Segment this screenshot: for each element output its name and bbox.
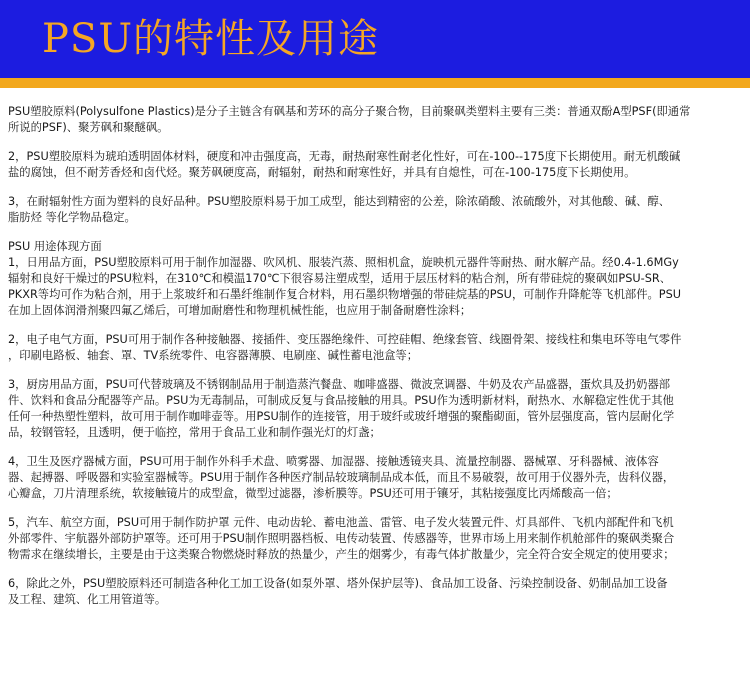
paragraph-line: PSU 用途体现方面 [8, 240, 102, 253]
paragraph-line: 2，电子电气方面，PSU可用于制作各种接触器、接插件、变压器绝缘件、可控硅帽、绝缘套管、线圈骨架、接线柱和集电环等电气零件 [8, 333, 682, 346]
paragraph-2 [8, 149, 738, 181]
paragraph-9 [8, 515, 738, 563]
paragraph-3 [8, 194, 738, 226]
paragraph-line: 1，日用品方面，PSU塑胶原料可用于制作加湿器、吹风机、服装汽蒸、照相机盒，旋映机元器件等耐热、耐水解产品。经0.4-1.6MGy [8, 256, 679, 269]
paragraph-line: 5，汽车、航空方面，PSU可用于制作防护罩 元件、电动齿轮、蓄电池盖、雷管、电子发火装置元件、灯具部件、飞机内部配件和飞机 [8, 516, 674, 529]
paragraph-line: 所说的PSF)、聚芳砜和聚醚砜。 [8, 121, 169, 134]
paragraph-line: 3，厨房用品方面，PSU可代替玻璃及不锈钢制品用于制造蒸汽餐盘、咖啡盛器、微波烹调器、牛奶及农产品盛器，蛋炊具及扔奶器部 [8, 378, 671, 391]
paragraph-line: ，印刷电路板、轴套、罩、TV系统零件、电容器薄膜、电刷座、碱性蓄电池盒等； [8, 349, 419, 362]
paragraph-line: PSU塑胶原料(Polysulfone Plastics)是分子主链含有砜基和芳环的高分子聚合物，目前聚砜类塑料主要有三类：普通双酚A型PSF(即通常 [8, 105, 691, 118]
paragraph-10 [8, 576, 738, 608]
paragraph-line: 4，卫生及医疗器械方面，PSU可用于制作外科手术盘、喷雾器、加湿器、接触透镜夹具、流量控制器、器械罩、牙科器械、液体容 [8, 455, 659, 468]
paragraph-1 [8, 104, 738, 136]
paragraph-line: 脂肪烃 等化学物品稳定。 [8, 211, 136, 224]
paragraph-line: 6，除此之外，PSU塑胶原料还可制造各种化工加工设备(如泵外罩、塔外保护层等)、食品加工设备、污染控制设备、奶制品加工设备 [8, 577, 668, 590]
paragraph-4 [8, 239, 738, 255]
paragraph-line: 物需求在继续增长，主要是由于这类聚合物燃烧时释放的热量少，产生的烟雾少，有毒气体扩散量少，完全符合安全规定的使用要求； [8, 548, 675, 561]
article-body [8, 104, 738, 621]
paragraph-6 [8, 332, 738, 364]
paragraph-line: 外部零件、宇航器外部防护罩等。还可用于PSU制作照明器档板、电传动装置、传感器等，世界市场上用来制作机舱部件的聚砜类聚合 [8, 532, 675, 545]
paragraph-line: 心瓣盒，刀片清理系统，软接触镜片的成型盒，微型过滤器，渗析膜等。PSU还可用于镶牙，其粘接强度比丙烯酸高一倍； [8, 487, 618, 500]
paragraph-line: 任何一种热塑性塑料，故可用于制作咖啡壶等。用PSU制作的连接管，用于玻纤或玻纤增强的聚酯砌面，管外层强度高，管内层耐化学 [8, 410, 675, 423]
paragraph-line: 在加上固体润滑剂聚四氟乙烯后，可增加耐磨性和物理机械性能，也应用于制备耐磨性涂料； [8, 304, 472, 317]
paragraph-line: 器、起搏器、呼吸器和实验室器械等。PSU用于制作各种医疗制品较玻璃制品成本低，而且不易破裂，故可用于仪器外壳，齿科仪器， [8, 471, 675, 484]
paragraph-line: PKXR等均可作为粘合剂，用于上浆玻纤和石墨纤维制作复合材料，用石墨织物增强的带硅烷基的PSU，可制作升降舵等飞机部件。PSU [8, 288, 682, 301]
paragraph-8 [8, 454, 738, 502]
paragraph-5 [8, 255, 738, 319]
paragraph-line: 及工程、建筑、化工用管道等。 [8, 593, 167, 606]
banner-title: PSU的特性及用途 [42, 16, 380, 62]
paragraph-line: 盐的腐蚀，但不耐芳香烃和卤代烃。聚芳砜硬度高，耐辐射，耐热和耐寒性好，并具有自熄性，可在-100-175度下长期使用。 [8, 166, 636, 179]
paragraph-line: 品，较钢管轻，且透明，便于临控，常用于食品工业和制作强光灯的灯盏； [8, 426, 381, 439]
paragraph-line: 辐射和良好干燥过的PSU粒料，在310℃和模温170℃下很容易注塑成型，适用于层压材料的粘合剂，所有带硅烷的聚砜如PSU-SR、 [8, 272, 672, 285]
paragraph-line: 件、饮料和食品分配器等产品。PSU为无毒制品，可制成反复与食品接触的用具。PSU作为透明新材料，耐热水、水解稳定性优于其他 [8, 394, 674, 407]
paragraph-line: 2，PSU塑胶原料为琥珀透明固体材料，硬度和冲击强度高，无毒，耐热耐寒性耐老化性好，可在-100--175度下长期使用。耐无机酸碱 [8, 150, 681, 163]
title-banner [0, 0, 750, 88]
paragraph-line: 3，在耐辐射性方面为塑料的良好品种。PSU塑胶原料易于加工成型，能达到精密的公差，除浓硝酸、浓硫酸外，对其他酸、碱、醇、 [8, 195, 671, 208]
paragraph-7 [8, 377, 738, 441]
